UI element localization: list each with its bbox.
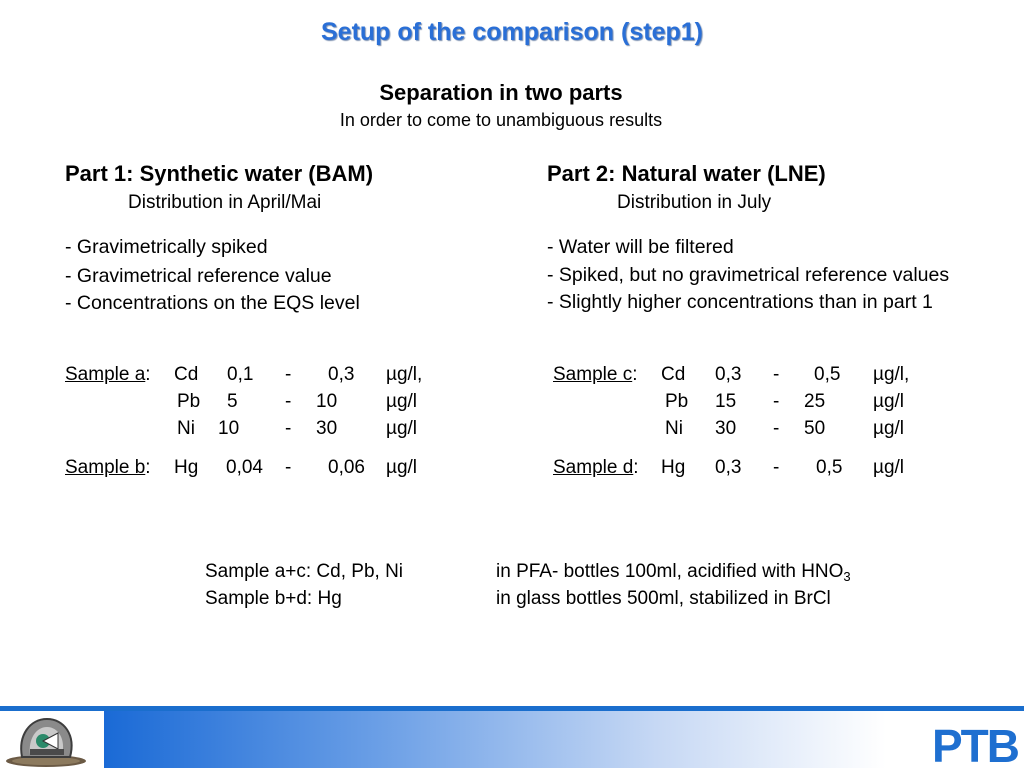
range-dash: - — [773, 457, 780, 478]
sample-d-low: 0,3 — [715, 457, 742, 478]
sample-c-low: 15 — [715, 391, 737, 412]
part1-bullet: - Gravimetrically spiked — [65, 236, 268, 258]
sample-d-high: 0,5 — [816, 457, 843, 478]
bottle-samples: Sample b+d: Hg — [205, 588, 342, 609]
sample-d-label: Sample d — [553, 457, 634, 478]
part1-title: Part 1: Synthetic water (BAM) — [65, 161, 374, 186]
sample-a-low: 5 — [227, 391, 238, 412]
sample-c-element: Cd — [661, 364, 686, 385]
sample-c-low: 30 — [715, 418, 737, 439]
section-subheading: In order to come to unambiguous results — [339, 110, 663, 130]
part2-title: Part 2: Natural water (LNE) — [547, 161, 826, 186]
part1-distribution: Distribution in April/Mai — [128, 192, 322, 213]
footer-band — [104, 711, 1024, 768]
subscript: 3 — [843, 569, 851, 584]
range-dash: - — [285, 457, 292, 478]
unit: µg/l — [386, 457, 418, 478]
sample-c-low: 0,3 — [715, 364, 742, 385]
sample-a-high: 10 — [316, 391, 338, 412]
part2-bullet: - Slightly higher concentrations than in part 1 — [547, 291, 933, 313]
sample-c-high: 0,5 — [814, 364, 841, 385]
ptb-logo-text: PTB — [932, 720, 1018, 766]
sample-a-row: Sample a: — [65, 364, 151, 385]
unit: µg/l, — [873, 364, 910, 385]
sample-c-high: 50 — [804, 418, 826, 439]
institute-logo — [0, 711, 104, 768]
range-dash: - — [285, 391, 292, 412]
slide-title: Setup of the comparison (step1) — [321, 18, 703, 46]
sample-c-element: Ni — [665, 418, 683, 439]
part2-bullet: - Spiked, but no gravimetrical reference values — [547, 264, 950, 286]
unit: µg/l — [386, 391, 418, 412]
sample-a-element: Pb — [177, 391, 201, 412]
sample-a-high: 0,3 — [328, 364, 355, 385]
sample-b-row: Sample b: — [65, 457, 151, 478]
sample-a-low: 10 — [218, 418, 240, 439]
sample-c-label: Sample c — [553, 364, 633, 385]
part1-bullet: - Concentrations on the EQS level — [65, 292, 360, 314]
sample-b-label: Sample b — [65, 457, 146, 478]
bottle-description-text: in PFA- bottles 100ml, acidified with HNO — [496, 561, 844, 582]
unit: µg/l — [873, 418, 905, 439]
sample-d-element: Hg — [661, 457, 686, 478]
part1-bullet: - Gravimetrical reference value — [65, 265, 332, 287]
range-dash: - — [773, 391, 780, 412]
sample-a-label: Sample a — [65, 364, 146, 385]
unit: µg/l, — [386, 364, 423, 385]
bottle-description: in glass bottles 500ml, stabilized in BrCl — [496, 588, 831, 609]
sample-c-high: 25 — [804, 391, 826, 412]
sample-a-low: 0,1 — [227, 364, 254, 385]
bottle-description — [496, 561, 851, 584]
range-dash: - — [773, 418, 780, 439]
sample-b-high: 0,06 — [328, 457, 365, 478]
sample-c-row: Sample c: — [553, 364, 638, 385]
part2-bullet: - Water will be filtered — [547, 236, 734, 258]
sample-d-row: Sample d: — [553, 457, 639, 478]
range-dash: - — [773, 364, 780, 385]
sample-a-element: Ni — [177, 418, 195, 439]
unit: µg/l — [386, 418, 418, 439]
section-heading: Separation in two parts — [379, 80, 623, 105]
unit: µg/l — [873, 457, 905, 478]
sample-c-element: Pb — [665, 391, 689, 412]
ptb-logo — [930, 712, 1020, 768]
sample-a-element: Cd — [174, 364, 199, 385]
range-dash: - — [285, 364, 292, 385]
sample-a-high: 30 — [316, 418, 338, 439]
part2-distribution: Distribution in July — [617, 192, 772, 213]
sample-b-element: Hg — [174, 457, 199, 478]
unit: µg/l — [873, 391, 905, 412]
bottle-samples: Sample a+c: Cd, Pb, Ni — [205, 561, 404, 582]
sample-b-low: 0,04 — [226, 457, 263, 478]
range-dash: - — [285, 418, 292, 439]
